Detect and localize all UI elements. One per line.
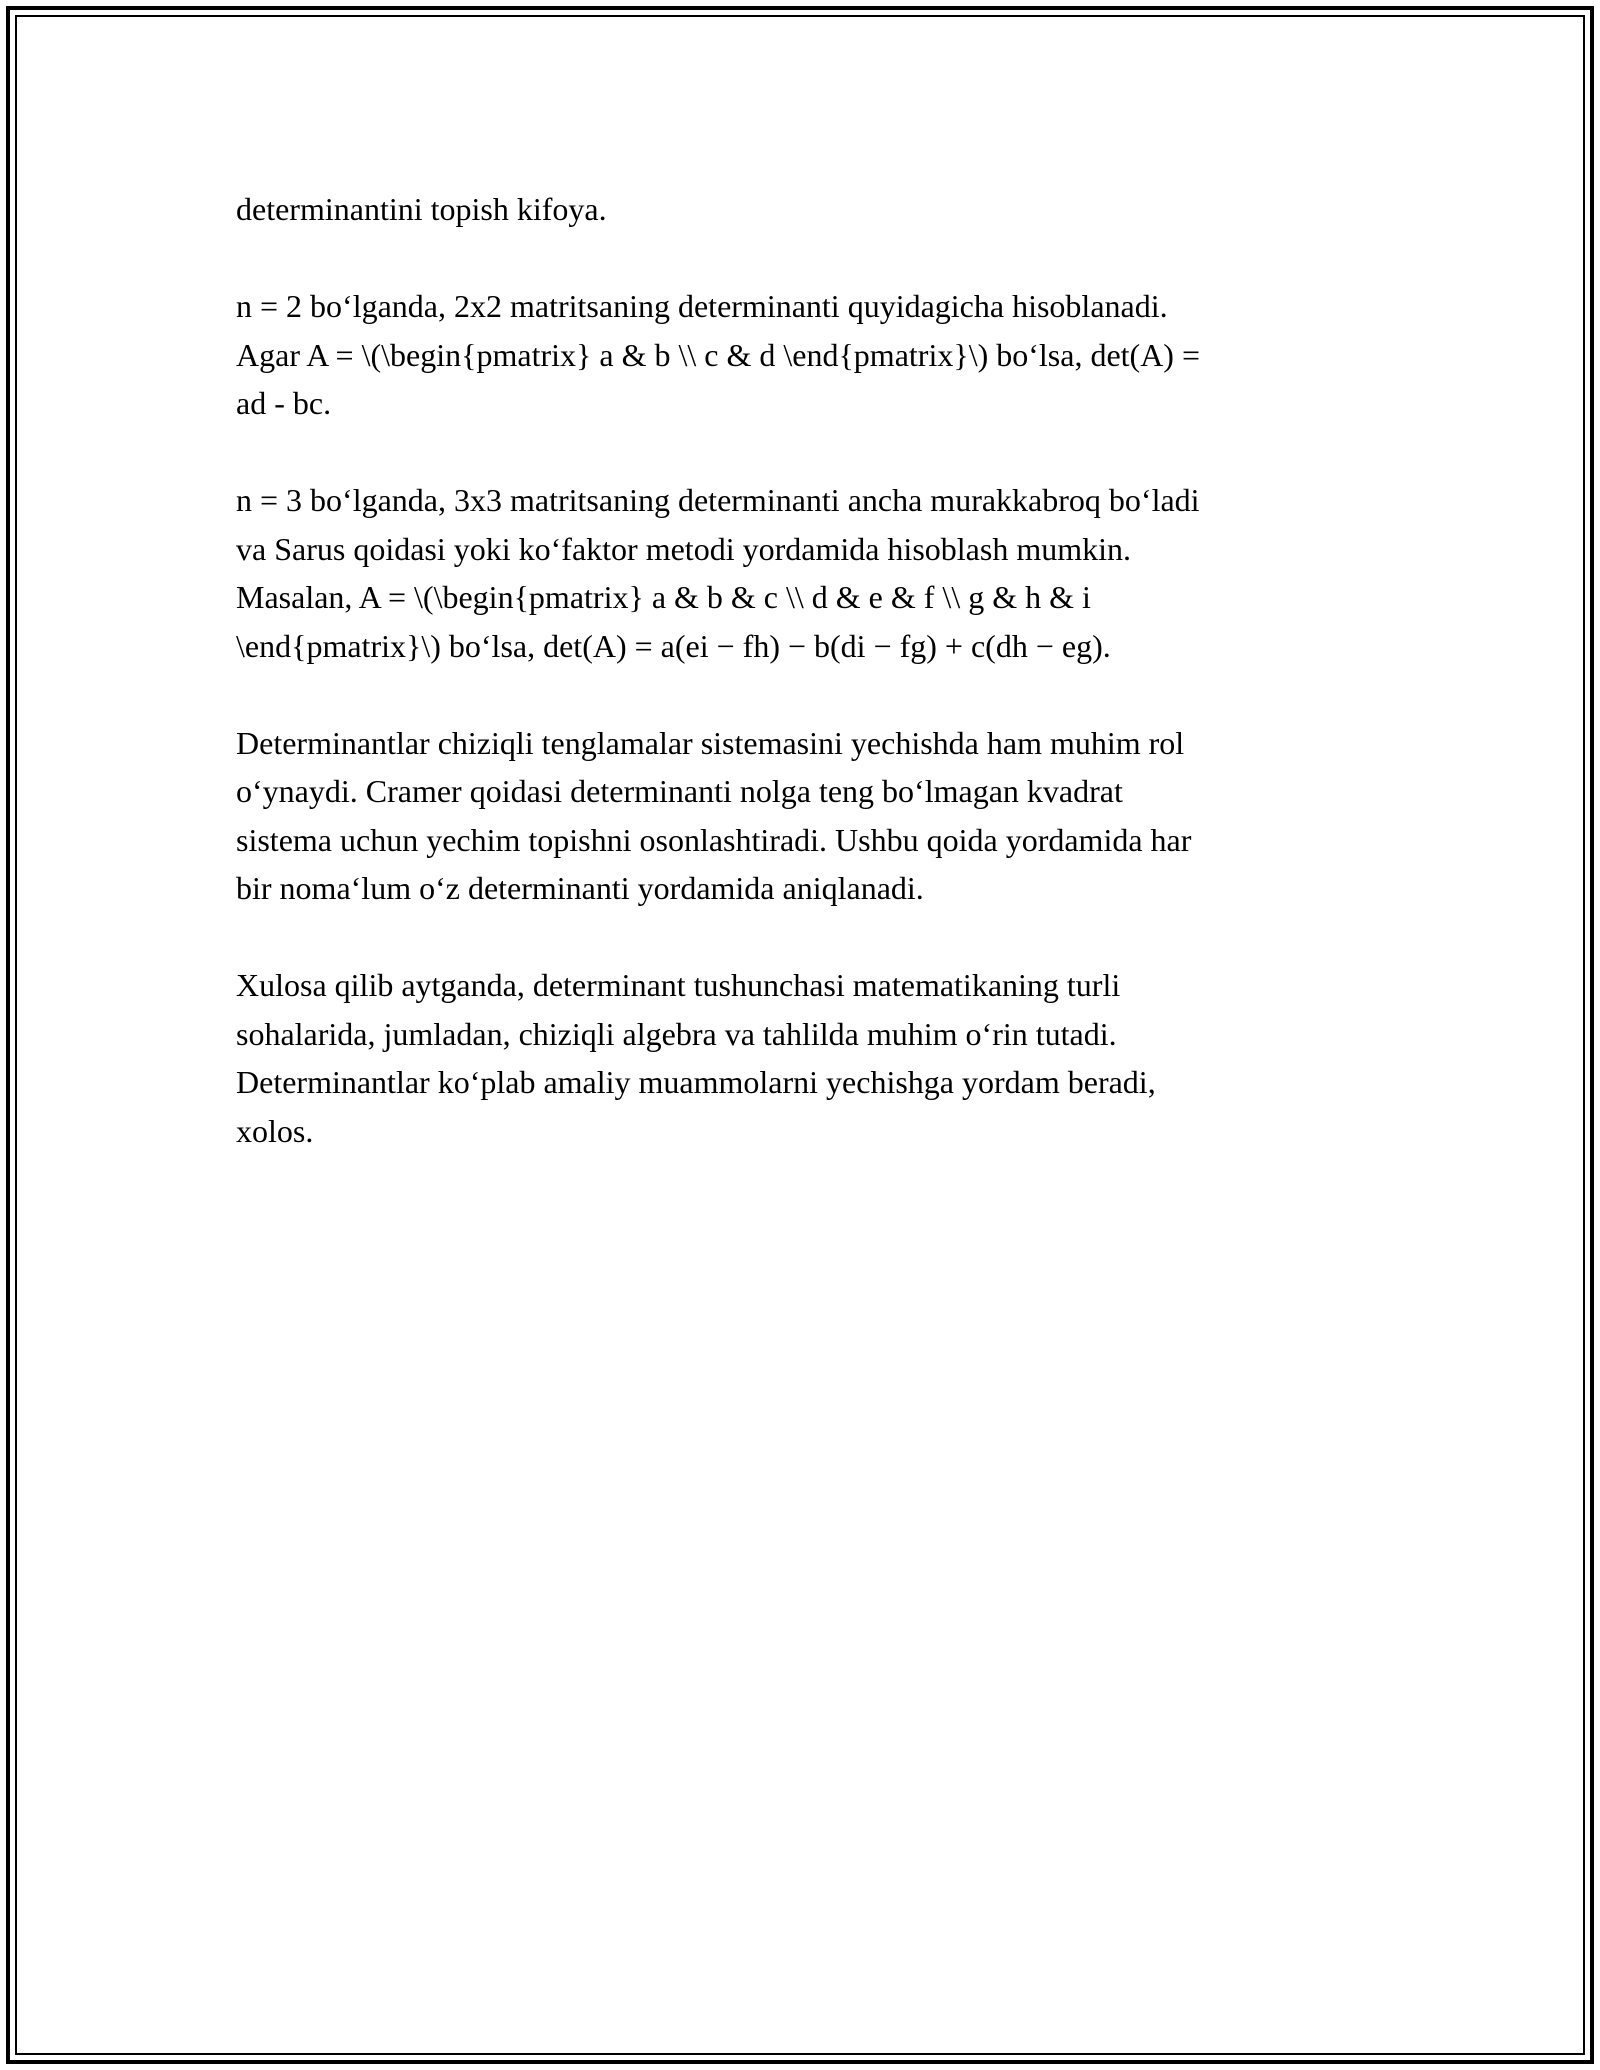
paragraph-3x3-determinant: n = 3 bo‘lganda, 3x3 matritsaning determinanti ancha murakkabroq bo‘ladi va Sarus qoidasi yoki ko‘faktor metodi yordamida hisoblash mumkin. Masalan, A = \(\begin{pmatrix} a & b & c \\ d & e & f \\ g & h & i \end{pmatrix}\) bo‘lsa, det(A) = a(ei − fh) − b(di − fg) + c(dh − eg). [236, 482, 1200, 664]
paragraph-cramer-rule: Determinantlar chiziqli tenglamalar sistemasini yechishda ham muhim rol o‘ynaydi. Cramer qoidasi determinanti nolga teng bo‘lmagan kvadrat sistema uchun yechim topishni osonlashtiradi. Ushbu qoida yordamida har bir noma‘lum o‘z determinanti yordamida aniqlanadi. [236, 724, 1192, 906]
paragraph-2x2-determinant: n = 2 bo‘lganda, 2x2 matritsaning determinanti quyidagicha hisoblanadi. Agar A = \(\begin{pmatrix} a & b \\ c & d \end{pmatrix}\) bo‘lsa, det(A) = ad - bc. [236, 288, 1200, 421]
document-body [236, 185, 1356, 1204]
paragraph-conclusion: Xulosa qilib aytganda, determinant tushunchasi matematikaning turli sohalarida, jumladan, chiziqli algebra va tahlilda muhim o‘rin tutadi. Determinantlar ko‘plab amaliy muammolarni yechishga yordam beradi, xolos. [236, 967, 1156, 1149]
paragraph-intro: determinantini topish kifoya. [236, 191, 607, 227]
